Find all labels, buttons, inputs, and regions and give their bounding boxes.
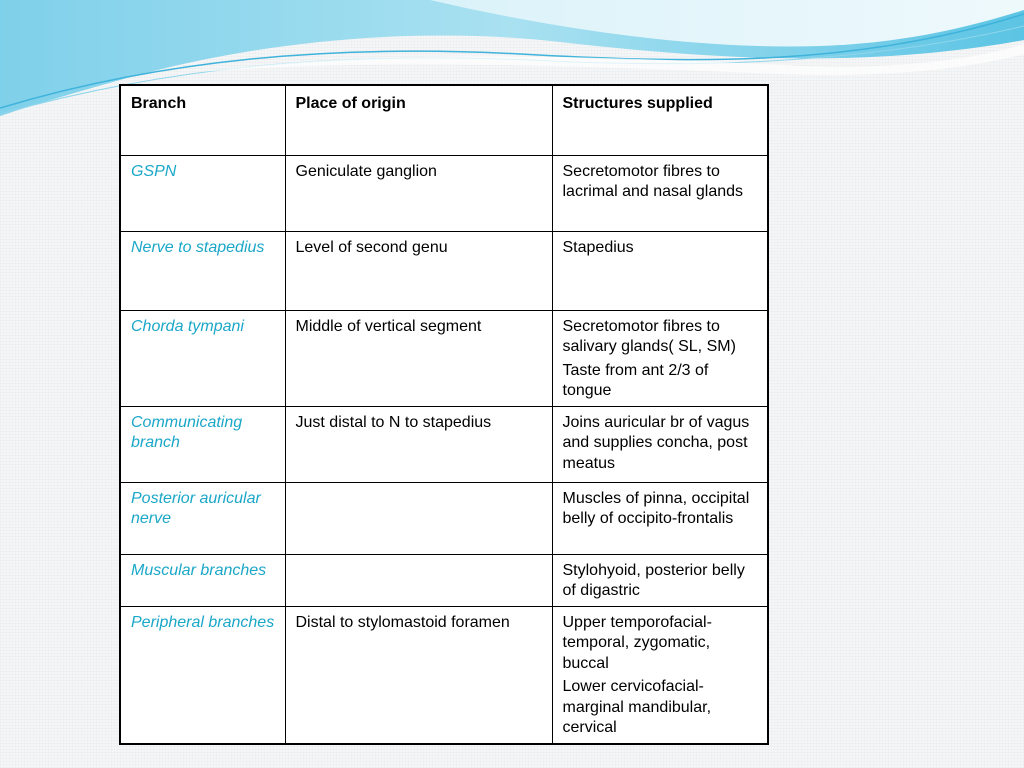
- branch-cell: Nerve to stapedius: [120, 231, 285, 310]
- table-row: [120, 231, 768, 310]
- branch-cell: Communicating branch: [120, 406, 285, 482]
- table-row: [120, 482, 768, 554]
- supplied-cell: [552, 155, 768, 231]
- facial-nerve-branches-table: [119, 84, 769, 745]
- header-place-of-origin: Place of origin: [285, 85, 552, 155]
- table-row: [120, 155, 768, 231]
- table-row: [120, 406, 768, 482]
- table-row: [120, 606, 768, 744]
- origin-cell: [285, 554, 552, 606]
- supplied-text: Stylohyoid, posterior belly of digastric: [562, 561, 745, 599]
- supplied-text: Upper temporofacial- temporal, zygomatic, buccal: [562, 613, 712, 672]
- header-structures-supplied: Structures supplied: [552, 85, 768, 155]
- origin-cell: Level of second genu: [285, 231, 552, 310]
- supplied-text: Muscles of pinna, occipital belly of occipito-frontalis: [562, 489, 750, 527]
- origin-cell: [285, 482, 552, 554]
- supplied-cell: [552, 310, 768, 406]
- branch-cell: Peripheral branches: [120, 606, 285, 744]
- facial-nerve-branches-table-container: [119, 84, 767, 745]
- origin-cell: Just distal to N to stapedius: [285, 406, 552, 482]
- supplied-text: Joins auricular br of vagus and supplies concha, post meatus: [562, 413, 750, 472]
- supplied-text: Secretomotor fibres to salivary glands( SL, SM): [562, 317, 736, 355]
- supplied-cell: [552, 606, 768, 744]
- supplied-text: Taste from ant 2/3 of tongue: [562, 361, 709, 399]
- origin-cell: Geniculate ganglion: [285, 155, 552, 231]
- origin-cell: Distal to stylomastoid foramen: [285, 606, 552, 744]
- branch-cell: Posterior auricular nerve: [120, 482, 285, 554]
- branch-cell: GSPN: [120, 155, 285, 231]
- table-row: [120, 310, 768, 406]
- branch-cell: Chorda tympani: [120, 310, 285, 406]
- supplied-cell: [552, 482, 768, 554]
- table-header-row: [120, 85, 768, 155]
- supplied-cell: [552, 406, 768, 482]
- supplied-cell: [552, 554, 768, 606]
- supplied-cell: [552, 231, 768, 310]
- supplied-text: Lower cervicofacial- marginal mandibular, cervical: [562, 678, 712, 736]
- table-row: [120, 554, 768, 606]
- header-branch: Branch: [120, 85, 285, 155]
- supplied-text: Stapedius: [562, 238, 634, 256]
- origin-cell: Middle of vertical segment: [285, 310, 552, 406]
- branch-cell: Muscular branches: [120, 554, 285, 606]
- supplied-text: Secretomotor fibres to lacrimal and nasal glands: [562, 162, 744, 200]
